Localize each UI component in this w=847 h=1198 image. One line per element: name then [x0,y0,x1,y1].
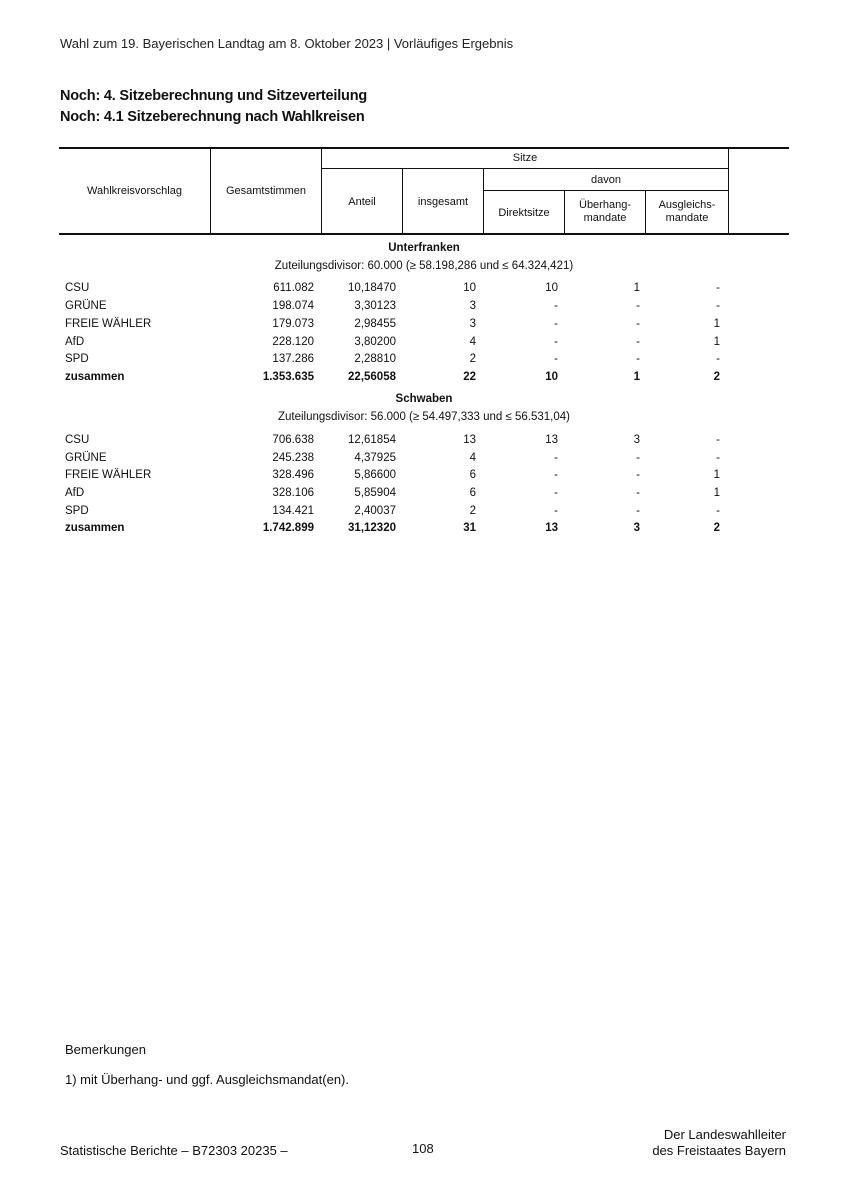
party-name: SPD [65,353,89,365]
anteil-value: 3,80200 [354,336,396,348]
ausgleich-value: - [716,353,720,365]
anteil-total: 31,12320 [348,522,396,534]
party-name: SPD [65,505,89,517]
ausgleich-total: 2 [713,371,720,383]
direktsitze-value: - [554,353,558,365]
section-divisor: Zuteilungsdivisor: 56.000 (≥ 54.497,333 und ≤ 56.531,04) [277,411,570,423]
ueberhang-value: - [636,318,640,330]
insgesamt-value: 4 [469,452,476,464]
party-name: AfD [65,487,85,499]
ueberhang-value: - [636,452,640,464]
direktsitze-value: - [554,469,558,481]
total-label: zusammen [65,522,125,534]
col-ueberhangmandate [565,199,645,225]
gesamtstimmen-total: 1.742.899 [262,522,314,534]
gesamtstimmen-value: 328.496 [272,469,314,481]
header-rule-davon [483,190,728,191]
ausgleich-value: - [716,282,720,294]
direktsitze-value: - [554,336,558,348]
col-ueberhang-line2: mandate [583,212,627,224]
ueberhang-value: - [636,300,640,312]
anteil-value: 10,18470 [348,282,396,294]
direktsitze-value: 13 [545,434,558,446]
gesamtstimmen-value: 179.073 [272,318,314,330]
anteil-value: 5,86600 [354,469,396,481]
table-total-row [0,371,847,388]
header-bottom-rule [59,233,789,235]
gesamtstimmen-value: 134.421 [272,505,314,517]
footer-publication: Statistische Berichte – B72303 20235 – [60,1143,288,1158]
ausgleich-value: 1 [713,318,720,330]
gesamtstimmen-total: 1.353.635 [262,371,314,383]
ueberhang-value: - [636,336,640,348]
gesamtstimmen-value: 228.120 [272,336,314,348]
col-direktsitze: Direktsitze [498,207,550,219]
table-row [0,353,847,370]
ueberhang-value: 3 [633,434,640,446]
header-divider [728,147,729,235]
table-row [0,452,847,469]
ueberhang-value: - [636,487,640,499]
ausgleich-value: - [716,434,720,446]
gesamtstimmen-value: 706.638 [272,434,314,446]
anteil-value: 5,85904 [354,487,396,499]
anteil-value: 3,30123 [354,300,396,312]
col-wahlkreisvorschlag: Wahlkreisvorschlag [87,185,182,197]
ausgleich-total: 2 [713,522,720,534]
table-row [0,318,847,335]
section-divisor: Zuteilungsdivisor: 60.000 (≥ 58.198,286 und ≤ 64.324,421) [274,260,574,272]
direktsitze-value: - [554,505,558,517]
table-row [0,282,847,299]
gesamtstimmen-value: 245.238 [272,452,314,464]
ueberhang-value: - [636,505,640,517]
direktsitze-value: - [554,300,558,312]
col-ausgleich-line2: mandate [665,212,709,224]
insgesamt-value: 6 [469,487,476,499]
page-number: 108 [412,1141,434,1156]
col-insgesamt: insgesamt [417,196,469,208]
ueberhang-total: 1 [633,371,640,383]
gesamtstimmen-value: 328.106 [272,487,314,499]
party-name: FREIE WÄHLER [65,469,152,481]
party-name: AfD [65,336,85,348]
footer-publisher-line2: des Freistaates Bayern [652,1143,786,1158]
ausgleich-value: 1 [713,487,720,499]
anteil-total: 22,56058 [348,371,396,383]
ueberhang-total: 3 [633,522,640,534]
col-ausgleich-line1: Ausgleichs- [658,199,716,211]
insgesamt-value: 2 [469,353,476,365]
direktsitze-value: - [554,452,558,464]
table-header [59,147,789,235]
col-anteil: Anteil [348,196,376,208]
footer-publisher-line1: Der Landeswahlleiter [663,1127,786,1142]
remarks-footnote: 1) mit Überhang- und ggf. Ausgleichsmandat(en). [65,1072,349,1087]
anteil-value: 12,61854 [348,434,396,446]
party-name: FREIE WÄHLER [65,318,152,330]
table-row [0,434,847,451]
insgesamt-value: 4 [469,336,476,348]
direktsitze-total: 10 [545,371,558,383]
insgesamt-total: 31 [463,522,476,534]
insgesamt-total: 22 [463,371,476,383]
table-row [0,505,847,522]
direktsitze-value: - [554,487,558,499]
party-name: GRÜNE [65,452,107,464]
col-ausgleichsmandate [646,199,728,225]
running-head: Wahl zum 19. Bayerischen Landtag am 8. Oktober 2023 | Vorläufiges Ergebnis [60,36,514,51]
gesamtstimmen-value: 611.082 [273,282,314,294]
ueberhang-value: 1 [633,282,640,294]
table-row [0,336,847,353]
col-davon: davon [591,174,621,186]
total-label: zusammen [65,371,125,383]
footer-publisher [652,1127,786,1159]
table-row [0,487,847,504]
insgesamt-value: 13 [463,434,476,446]
insgesamt-value: 2 [469,505,476,517]
ausgleich-value: - [716,452,720,464]
col-sitze: Sitze [512,152,538,164]
direktsitze-value: - [554,318,558,330]
gesamtstimmen-value: 137.286 [272,353,314,365]
ausgleich-value: - [716,505,720,517]
remarks-heading: Bemerkungen [65,1042,146,1057]
ueberhang-value: - [636,353,640,365]
gesamtstimmen-value: 198.074 [272,300,314,312]
anteil-value: 4,37925 [354,452,396,464]
insgesamt-value: 10 [463,282,476,294]
table-total-row [0,522,847,539]
table-row [0,469,847,486]
col-ueberhang-line1: Überhang- [579,199,631,211]
direktsitze-value: 10 [545,282,558,294]
header-rule-sitze [321,168,728,169]
col-gesamtstimmen: Gesamtstimmen [225,185,307,197]
ausgleich-value: 1 [713,469,720,481]
section-title-4: Noch: 4. Sitzeberechnung und Sitzeverteilung [60,88,368,104]
anteil-value: 2,28810 [354,353,396,365]
insgesamt-value: 6 [469,469,476,481]
direktsitze-total: 13 [545,522,558,534]
insgesamt-value: 3 [469,300,476,312]
ueberhang-value: - [636,469,640,481]
section-name: Schwaben [395,393,453,405]
anteil-value: 2,40037 [354,505,396,517]
insgesamt-value: 3 [469,318,476,330]
party-name: CSU [65,282,90,294]
header-top-rule [59,147,789,149]
party-name: GRÜNE [65,300,107,312]
ausgleich-value: 1 [713,336,720,348]
section-title-4-1: Noch: 4.1 Sitzeberechnung nach Wahlkreisen [60,109,365,125]
table-row [0,300,847,317]
anteil-value: 2,98455 [354,318,396,330]
ausgleich-value: - [716,300,720,312]
section-name: Unterfranken [388,242,460,254]
party-name: CSU [65,434,90,446]
